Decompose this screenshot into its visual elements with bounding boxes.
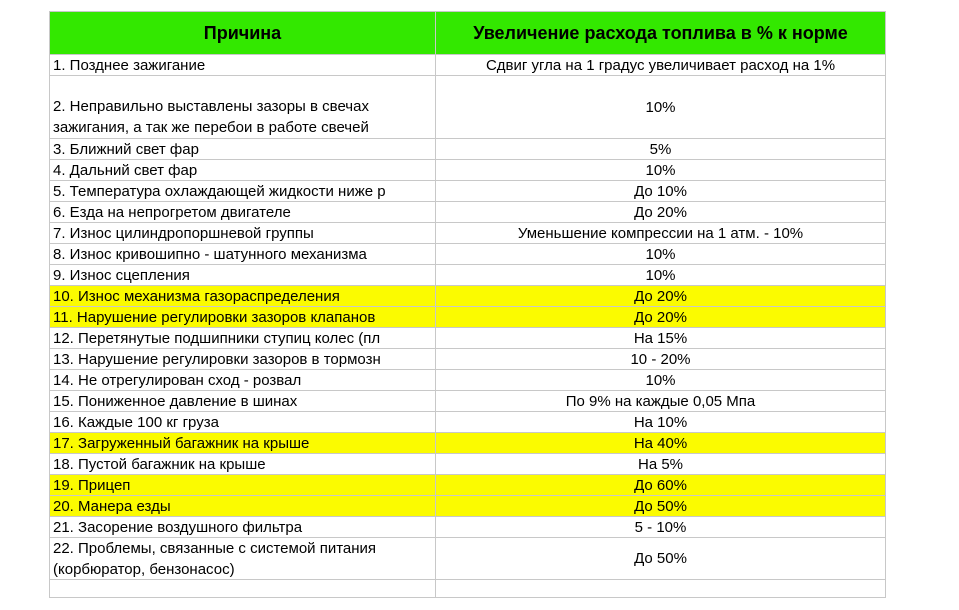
cause-cell: 22. Проблемы, связанные с системой питания (корбюратор, бензонасос) [50, 538, 436, 580]
table-row [50, 391, 886, 412]
cause-cell: 20. Манера езды [50, 496, 436, 517]
table-row-highlighted [50, 286, 886, 307]
cause-cell: 6. Езда на непрогретом двигателе [50, 202, 436, 223]
cause-cell: 17. Загруженный багажник на крыше [50, 433, 436, 454]
cause-cell: 2. Неправильно выставлены зазоры в свечах зажигания, а так же перебои в работе свечей [50, 76, 436, 139]
empty-cell [50, 580, 436, 598]
table-row-highlighted [50, 307, 886, 328]
value-cell: На 40% [436, 433, 886, 454]
cause-cell: 13. Нарушение регулировки зазоров в тормозн [50, 349, 436, 370]
value-cell: 5 - 10% [436, 517, 886, 538]
empty-cell [436, 580, 886, 598]
cause-cell: 16. Каждые 100 кг груза [50, 412, 436, 433]
value-cell: 10% [436, 370, 886, 391]
header-cause: Причина [50, 12, 436, 55]
cause-cell: 10. Износ механизма газораспределения [50, 286, 436, 307]
value-cell: 10 - 20% [436, 349, 886, 370]
table-row-highlighted [50, 475, 886, 496]
table-row [50, 370, 886, 391]
table-row-highlighted [50, 433, 886, 454]
table-row [50, 223, 886, 244]
cause-cell: 11. Нарушение регулировки зазоров клапанов [50, 307, 436, 328]
empty-row [50, 580, 886, 598]
cause-cell: 5. Температура охлаждающей жидкости ниже р [50, 181, 436, 202]
cause-cell: 15. Пониженное давление в шинах [50, 391, 436, 412]
table-row [50, 181, 886, 202]
cause-cell: 3. Ближний свет фар [50, 139, 436, 160]
value-cell: 10% [436, 160, 886, 181]
table-row [50, 538, 886, 580]
value-cell: Сдвиг угла на 1 градус увеличивает расход на 1% [436, 55, 886, 76]
cause-cell: 18. Пустой багажник на крыше [50, 454, 436, 475]
table-row [50, 55, 886, 76]
table-row [50, 244, 886, 265]
header-increase: Увеличение расхода топлива в % к норме [436, 12, 886, 55]
value-cell: До 50% [436, 496, 886, 517]
value-cell: На 10% [436, 412, 886, 433]
value-cell: 10% [436, 76, 886, 139]
cause-cell: 1. Позднее зажигание [50, 55, 436, 76]
cause-cell: 8. Износ кривошипно - шатунного механизма [50, 244, 436, 265]
value-cell: До 20% [436, 286, 886, 307]
cause-cell: 21. Засорение воздушного фильтра [50, 517, 436, 538]
table-row [50, 517, 886, 538]
cause-cell: 9. Износ сцепления [50, 265, 436, 286]
table-row [50, 202, 886, 223]
table-row [50, 160, 886, 181]
value-cell: 5% [436, 139, 886, 160]
value-cell: До 20% [436, 307, 886, 328]
fuel-consumption-table [49, 11, 886, 598]
cause-cell: 12. Перетянутые подшипники ступиц колес (пл [50, 328, 436, 349]
value-cell: 10% [436, 265, 886, 286]
table-row [50, 349, 886, 370]
value-cell: До 50% [436, 538, 886, 580]
value-cell: До 60% [436, 475, 886, 496]
value-cell: До 20% [436, 202, 886, 223]
cause-cell: 4. Дальний свет фар [50, 160, 436, 181]
value-cell: На 5% [436, 454, 886, 475]
table-row [50, 139, 886, 160]
table-row [50, 76, 886, 139]
cause-cell: 7. Износ цилиндропоршневой группы [50, 223, 436, 244]
value-cell: По 9% на каждые 0,05 Мпа [436, 391, 886, 412]
table-header-row [50, 12, 886, 55]
table-row [50, 454, 886, 475]
value-cell: До 10% [436, 181, 886, 202]
table-row [50, 328, 886, 349]
table-row [50, 265, 886, 286]
cause-cell: 19. Прицеп [50, 475, 436, 496]
table-row-highlighted [50, 496, 886, 517]
cause-cell: 14. Не отрегулирован сход - розвал [50, 370, 436, 391]
table-row [50, 412, 886, 433]
value-cell: Уменьшение компрессии на 1 атм. - 10% [436, 223, 886, 244]
value-cell: 10% [436, 244, 886, 265]
value-cell: На 15% [436, 328, 886, 349]
